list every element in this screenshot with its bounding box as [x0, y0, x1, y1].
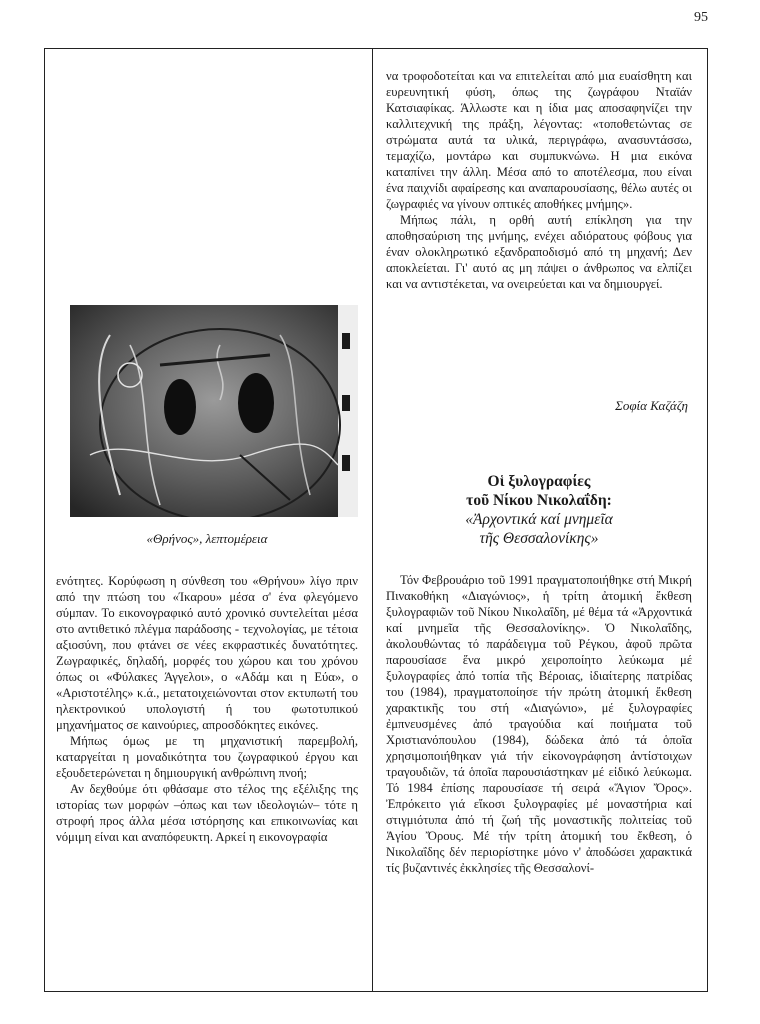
paragraph: να τροφοδοτείται και να επιτελείται από μια ευαίσθητη και ευρευνητική φύση, όπως της ζωγράφου Νταϊάν Κατσιαφίκας. Άλλωστε και η ίδια μας αποσαφηνίζει την καλλιτεχνική της πράξη, λέγοντας: «τοποθετώντας σε στρώματα αυτά τα υλικά, περιγράφω, ανασυντάσσω, τεμαχίζω, μοντάρω και συμπυκνώνω. Η μια εικόνα καταπίνει την άλλη. Μέσα από το αποτέλεσμα, που είναι ένα παιχνίδι αφαίρεσης και αναπαρουσίασης, θέλω αυτές οι ζωγραφιές να γίνουν οπτικές αποθήκες μνήμης».	[386, 69, 692, 211]
page-number: 95	[694, 10, 708, 25]
article-title	[386, 472, 692, 548]
title-line: «Ἀρχοντικά καί μνημεῖα	[465, 511, 613, 528]
paragraph: Αν δεχθούμε ότι φθάσαμε στο τέλος της εξέλιξης της ιστορίας των μορφών –όπως και των ιδεολογιών– τότε η στροφή προς άλλα μέσα ιστόρησης και επικοινωνίας και νόμιμη είναι και αναπόφευκτη. Αρκεί η εικονογραφία	[56, 782, 358, 844]
author-signature: Σοφία Καζάζη	[615, 398, 688, 413]
title-line: τῆς Θεσσαλονίκης»	[479, 530, 599, 547]
column-divider	[372, 48, 373, 992]
paragraph: ενότητες. Κορύφωση η σύνθεση του «Θρήνου» λίγο πριν από την πτώση του «Ίκαρου» μέσα σ' ένα φλεγόμενο σύμπαν. Το εικονογραφικό αυτό χρονικό συντελείται μέσα στο αντιθετικό πλέγμα παράδοσης - τεχνολογίας, με τέτοια αξιοσύνη, που φτάνει σε νέες εκφραστικές δυνατότητες. Ζωγραφικές, δηλαδή, μορφές του χώρου και του χρόνου όπως οι «Φύλακες Άγγελοι», ο «Αδάμ και η Εύα», ο «Αριστοτέλης» κ.ά., μετατοιχειώνονται στον εκτυπωτή του ηλεκτρονικού υπολογιστή ή του φωτοτυπικού μηχανήματος σε καινούριες, απροσδόκητες εικόνες.	[56, 574, 358, 732]
artwork-image	[70, 305, 358, 517]
title-line: τοῦ Νίκου Νικολαΐδη:	[466, 492, 612, 509]
paragraph: Μήπως πάλι, η ορθή αυτή επίκληση για την αποθησαύριση της μνήμης, ενέχει αδιόρατους φόβους για έναν ολοκληρωτικό εξανδραποδισμό από τη μηχανή; Δεν αποκλείεται. Γι' αυτό ας μη πάψει ο άνθρωπος να ελπίζει και να αντιστέκεται, να ονειρεύεται και να δημιουργεί.	[386, 213, 692, 291]
title-line: Οἱ ξυλογραφίες	[487, 473, 591, 490]
figure-caption: «Θρήνος», λεπτομέρεια	[146, 531, 268, 546]
right-column-top	[386, 68, 692, 292]
paragraph: Μήπως όμως με τη μηχανιστική παρεμβολή, καταργείται η μοναδικότητα του ζωγραφικού έργου και εξουδετερώνεται η δημιουργική ανθρώπινη πνοή;	[56, 734, 358, 780]
paragraph: Τόν Φεβρουάριο τοῦ 1991 πραγματοποιήθηκε στή Μικρή Πινακοθήκη «Διαγώνιος», ἡ τρίτη ἀτομική ἔκθεση ξυλογραφιῶν τοῦ Νίκου Νικολαΐδη, μέ θέμα τά «Ἀρχοντικά καί μνημεῖα τῆς Θεσσαλονίκης». Ὁ Νικολαΐδης, ἀκολουθώντας τό παράδειγμα τοῦ Ρέγκου, ἀφοῦ πρῶτα παρουσίασε ἕνα μικρό χειροποίητο λεύκωμα μέ ξυλογραφίες ἀπό τοπία τῆς Βέροιας, ἰδιαίτερης πατρίδας του (1984), πραγματοποίησε τήν πρώτη ἀτομική ἔκθεση χαρακτικῆς του στή «Διαγώνιο», μέ ξυλογραφίες ἐμπνευσμένες ἀπό τραγούδια καί ποιήματα τοῦ Χριστιανόπουλου (1984), δώδεκα ἀπό τά ὁποῖα χρησιμοποιήθηκαν γιά τήν εἰκονογράφηση ἀντίστοιχων τραγουδιῶν, τά ὁποῖα παρουσιάστηκαν μέ εἰδικό λεύκωμα. Τό 1984 ἐπίσης παρουσίασε τή σειρά «Ἅγιον Ὄρος». Ἐπρόκειτο γιά εἴκοσι ξυλογραφίες μέ μοναστήρια καί στιγμιότυπα ἀπό τή ζωή τῆς μοναστικῆς πολιτείας τοῦ Ἁγίου Ὄρους. Μέ τήν τρίτη ἀτομική του ἔκθεση, ὁ Νικολαΐδης δέν περιορίστηκε μόνο ν' ἀποδώσει χαρακτικά τίς βυζαντινές ἐκκλησίες τῆς Θεσσαλονί-	[386, 573, 692, 875]
article-body	[386, 572, 692, 876]
left-column	[56, 573, 358, 845]
